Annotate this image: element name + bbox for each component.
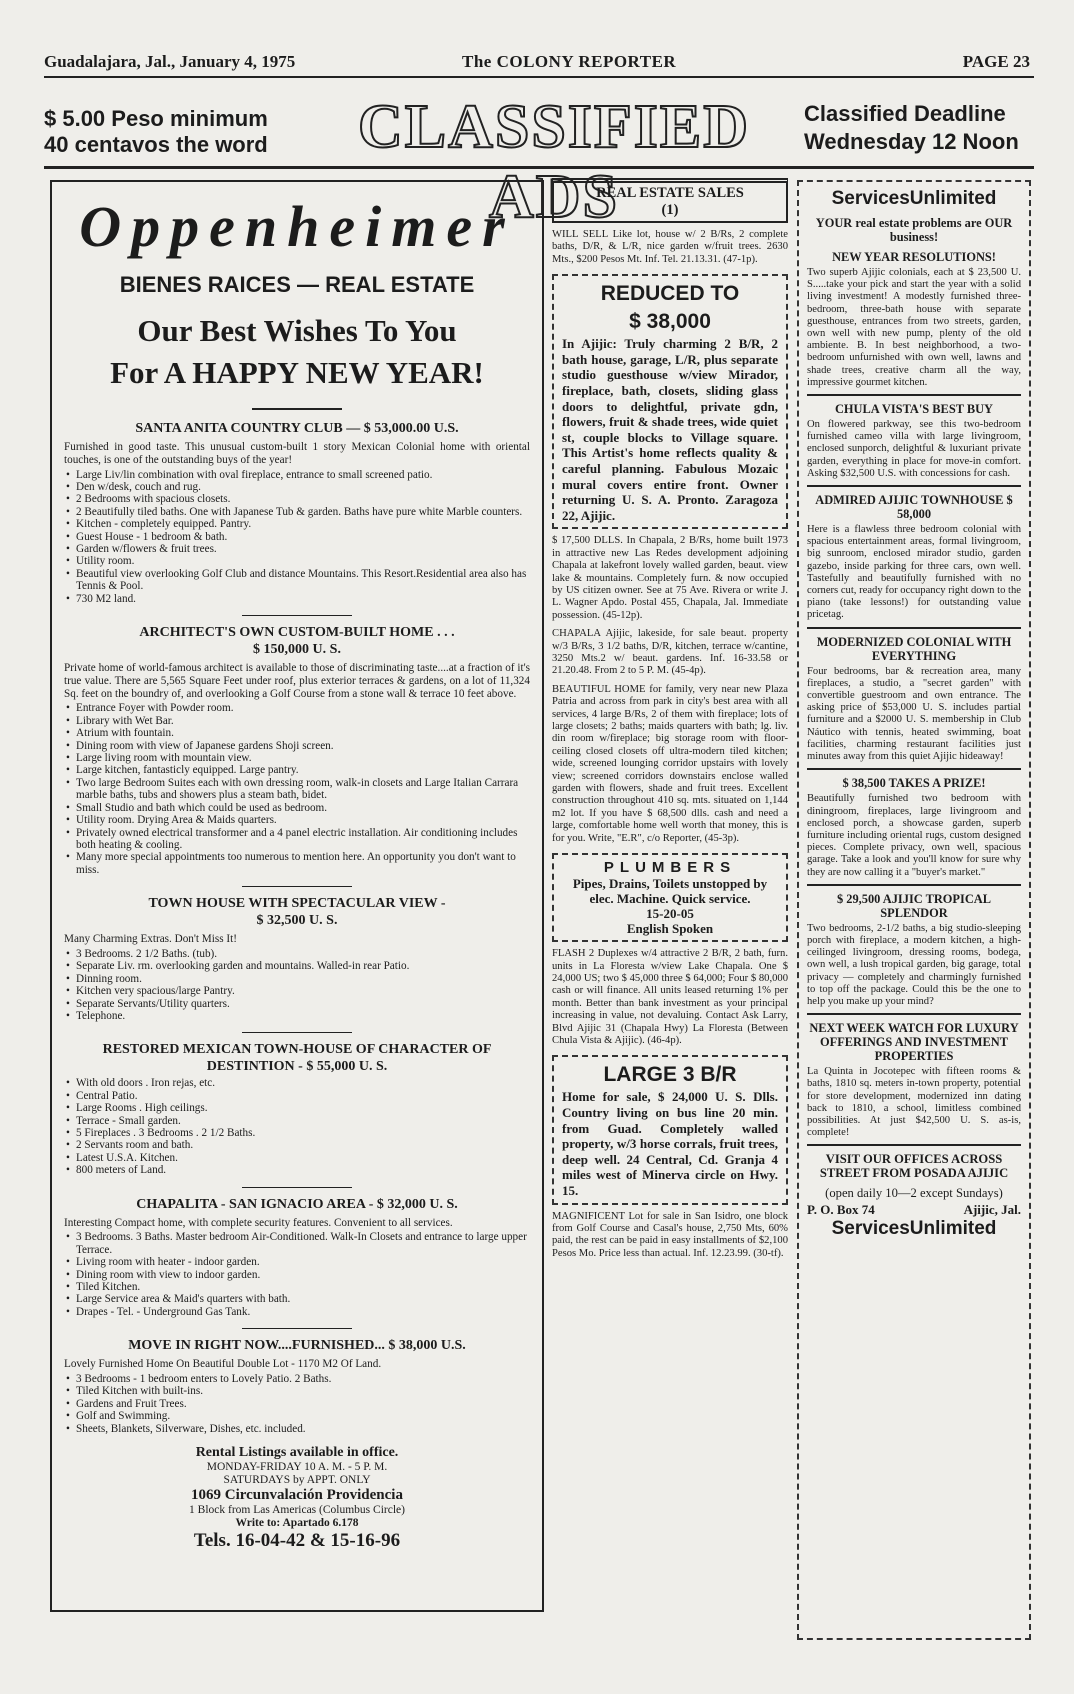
feature-item: • Small Studio and bath which could be used as bedroom. — [64, 802, 530, 814]
divider — [242, 1032, 352, 1033]
rate-info: $ 5.00 Peso minimum 40 centavos the word — [44, 106, 268, 157]
feature-item: • Den w/desk, couch and rug. — [64, 481, 530, 493]
feature-item: • Tiled Kitchen. — [64, 1281, 530, 1293]
listing-intro: Many Charming Extras. Don't Miss It! — [64, 933, 237, 946]
listing-heading: CHULA VISTA'S BEST BUY — [834, 402, 994, 417]
greeting: Our Best Wishes To You For A HAPPY NEW YEAR! — [110, 313, 484, 390]
feature-item: • Library with Wet Bar. — [64, 715, 530, 727]
feature-list — [64, 1077, 530, 1176]
listing — [64, 1328, 530, 1435]
feature-item: • Dining room with view to indoor garden. — [64, 1269, 530, 1281]
listing-heading: RESTORED MEXICAN TOWN-HOUSE OF CHARACTER OF DESTINTION - $ 55,000 U. S. — [102, 1042, 492, 1075]
divider — [807, 485, 1021, 487]
feature-item: • Drapes - Tel. - Underground Gas Tank. — [64, 1306, 530, 1318]
feature-item: • Large Rooms . High ceilings. — [64, 1102, 530, 1114]
feature-item: • 3 Bedrooms. 3 Baths. Master bedroom Air-Conditioned. Walk-In Closets and entrance to large upper Terrace. — [64, 1231, 530, 1256]
divider — [242, 1187, 352, 1188]
feature-item: • Separate Servants/Utility quarters. — [64, 998, 530, 1010]
feature-list — [64, 948, 530, 1022]
feature-item: • Central Patio. — [64, 1090, 530, 1102]
po-box: P. O. Box 74 Ajijic, Jal. — [807, 1202, 1021, 1218]
feature-item: • Telephone. — [64, 1010, 530, 1022]
feature-item: • 800 meters of Land. — [64, 1164, 530, 1176]
feature-list — [64, 1231, 530, 1318]
feature-item: • Sheets, Blankets, Silverware, Dishes, etc. included. — [64, 1423, 530, 1435]
listing-heading: TOWN HOUSE WITH SPECTACULAR VIEW - — [148, 896, 446, 912]
services-unlimited-ad — [797, 180, 1031, 1640]
ad-subtitle: BIENES RAICES — REAL ESTATE — [119, 272, 475, 297]
feature-item: • Large kitchen, fantasticly equipped. Large pantry. — [64, 764, 530, 776]
classified-ad: BEAUTIFUL HOME for family, very near new Plaza Patria and across from park in city's best area with all services, 4 large B/Rs, 2 of them with fireplace; lots of large closets; 2 baths; maids quarters with bath; lg. liv. din room w/fireplace; big storage room with floor-ceiling closed closets off ultra-modern tiled kitchen; wide, screened lounging corridor upstairs with lovely view; screened corridors downstairs enclose walled garden with flowers, shade and fruit trees. Excellent construction throughout 410 sq. mts. situated on 1,144 m2 lot. If you have $ 68,500 dlls. cash and need a large, comfortable home well worth that money, this is for you. Write, "E.R", c/o Reporter, (45-3p). — [552, 683, 788, 844]
feature-list — [64, 469, 530, 605]
feature-item: • Gardens and Fruit Trees. — [64, 1398, 530, 1410]
feature-item: • Latest U.S.A. Kitchen. — [64, 1152, 530, 1164]
page-header — [44, 48, 1030, 74]
ad-title: Oppenheimer — [79, 194, 515, 259]
phone-numbers: Tels. 16-04-42 & 15-16-96 — [193, 1530, 401, 1552]
listing-text: La Quinta in Jocotepec with fifteen rooms & baths, 1810 sq. meters in-town property, potential for store development, modernized inn dating back to 1810, a school, limitless combined possibilities. At just $42,500 U. S. as-is, complete! — [807, 1066, 1021, 1139]
feature-item: • 3 Bedrooms. 2 1/2 Baths. (tub). — [64, 948, 530, 960]
listing-heading: CHAPALITA - SAN IGNACIO AREA - $ 32,000 U. S. — [136, 1196, 458, 1212]
divider — [242, 615, 352, 616]
classified-ad: $ 17,500 DLLS. In Chapala, 2 B/Rs, home built 1973 in attractive new Las Redes development adjoining Chapala at lakefront lovely walled garden, beaut. view lake & mountains. Completely furn. & now occupied by US citizen owner. See at 75 Ave. Rivera or write J. L. Wagner Apdo. Postal 455, Chapala, Jal. Immediate possession. (45-12p). — [552, 535, 788, 621]
feature-item: • Two large Bedroom Suites each with own dressing room, walk-in closets and Large Italian Carrara marble baths, tubs and showers plus a steam bath, bidet. — [64, 777, 530, 802]
divider — [252, 408, 342, 410]
feature-item: • Golf and Swimming. — [64, 1410, 530, 1422]
feature-item: • 5 Fireplaces . 3 Bedrooms . 2 1/2 Baths. — [64, 1127, 530, 1139]
classified-ad: CHAPALA Ajijic, lakeside, for sale beaut. property w/3 B/Rs, 3 1/2 baths, D/R, kitchen, terrace w/cantine, 3250 Mts.2 w/ beaut. gardens. Inf. 16-33.58 or 21.20.48. From 2 to 5 P. M. (45-4p). — [552, 628, 788, 677]
feature-item: • 2 Bedrooms with spacious closets. — [64, 493, 530, 505]
feature-item: • Dining room with view of Japanese gardens Shoji screen. — [64, 740, 530, 752]
feature-item: • Privately owned electrical transformer and a 4 panel electric installation. Air conditioning includes both heating & cooling. — [64, 827, 530, 852]
feature-item: • 730 M2 land. — [64, 593, 530, 605]
listing-text: Two bedrooms, 2-1/2 baths, a big studio-sleeping porch with fireplace, a modern kitchen, a high-ceilinged livingroom, dressing rooms, bodega, own well, a lush tropical garden, big garage, total privacy — completely and charmingly furnished to top off the package. Could this be the one to help you make up your mind? — [807, 922, 1021, 1007]
listing-text: On flowered parkway, see this two-bedroom furnished cameo villa with large livingroom, enclosed sunporch, delightful & luxuriant private garden, everything in place for move-in comfort. Asking $32,500 U.S. with concessions for cash. — [807, 419, 1021, 479]
divider — [807, 1013, 1021, 1015]
listing — [64, 1187, 530, 1319]
listing-heading: ADMIRED AJIJIC TOWNHOUSE $ 58,000 — [815, 493, 1013, 522]
feature-item: • Terrace - Small garden. — [64, 1115, 530, 1127]
divider — [807, 884, 1021, 886]
feature-item: • Beautiful view overlooking Golf Club and distance Mountains. This Resort.Residential area also has Tennis & Pool. — [64, 568, 530, 593]
feature-item: • Entrance Foyer with Powder room. — [64, 702, 530, 714]
feature-item: • Utility room. Drying Area & Maids quarters. — [64, 814, 530, 826]
classified-ad: MAGNIFICENT Lot for sale in San Isidro, one block from Golf Course and Casal's house, 2,750 Mts, 60% paid, the rest can be paid in easy installments of $2,100 Pesos Mo. Price less than actual. Inf. 12.23.99. (30-tf). — [552, 1210, 788, 1259]
feature-item: • Large Liv/lin combination with oval fireplace, entrance to small screened patio. — [64, 469, 530, 481]
listing-intro: Lovely Furnished Home On Beautiful Double Lot - 1170 M2 Of Land. — [64, 1358, 382, 1371]
listing — [64, 420, 530, 605]
reduced-ad: REDUCED TO $ 38,000 In Ajijic: Truly charming 2 B/R, 2 bath house, garage, L/R, plus separate studio guesthouse w/view Mirador, fireplace, bath, closets, sliding glass doors to delightful, private gdn, flowers, fruit & shade trees, wide quiet st, couple blocks to Village square. This Artist's home reflects quality & careful planning. Fabulous Mozaic mural covers entire front. Owner returning U. S. A. Pronto. Zaragoza 22, Ajijic. — [552, 274, 788, 529]
feature-item: • Garden w/flowers & fruit trees. — [64, 543, 530, 555]
real-estate-sales-column — [552, 178, 788, 1260]
feature-item: • 2 Beautifully tiled baths. One with Japanese Tub & garden. Baths have pure white Marble counters. — [64, 506, 530, 518]
paper-name: The COLONY REPORTER — [462, 52, 677, 71]
listing — [64, 615, 530, 876]
divider — [807, 1144, 1021, 1146]
listing-text: Here is a flawless three bedroom colonial with spacious entertainment areas, formal livingroom, big sunroom, enclosed mirador studio, garden gazebo, inside parking for three cars, own well. Tastefully and beautifully furnished with no corners cut, ready for occupancy right down to the piano (take lessons!) for outstanding value pricetag. — [807, 524, 1021, 621]
divider — [807, 394, 1021, 396]
listing-heading: ARCHITECT'S OWN CUSTOM-BUILT HOME . . . — [139, 625, 455, 641]
listing-heading: MOVE IN RIGHT NOW....FURNISHED... $ 38,000 U.S. — [128, 1338, 466, 1354]
listing-heading: $ 38,500 TAKES A PRIZE! — [842, 776, 986, 791]
feature-item: • Large Service area & Maid's quarters with bath. — [64, 1293, 530, 1305]
section-title: CLASSIFIED ADS — [357, 93, 751, 231]
listing-heading: MODERNIZED COLONIAL WITH EVERYTHING — [816, 634, 1012, 663]
tagline: YOUR real estate problems are OUR business! — [815, 216, 1013, 244]
listings — [64, 420, 530, 1435]
brand-name: ServicesUnlimited — [831, 188, 997, 209]
listing-intro: Interesting Compact home, with complete security features. Convenient to all services. — [64, 1216, 453, 1229]
feature-item: • Large living room with mountain view. — [64, 752, 530, 764]
divider — [242, 886, 352, 887]
masthead-rule — [44, 166, 1034, 169]
large-3br-ad: LARGE 3 B/R Home for sale, $ 24,000 U. S. Dlls. Country living on bus line 20 min. from Guad. Completely walled property, w/3 horse corrals, fruit trees, deep well. 24 Central, Cd. Granja 4 miles west of Minerva circle on Hwy. 15. — [552, 1055, 788, 1204]
divider — [242, 1328, 352, 1329]
listing-text: Two superb Ajijic colonials, each at $ 23,500 U. S.....take your pick and start the year with a solid living investment! A modestly furnished three-bedroom, three-bath house with separate guesthouse, entrances from two streets, garden, own well with new pump, plenty of the old ambiente. B. In best neighborhood, a two-bedroom unfurnished with own well, lawns and shade trees, creative charm all the way, impressive gourmet kitchen. — [807, 267, 1021, 388]
feature-item: • Kitchen - completely equipped. Pantry. — [64, 518, 530, 530]
feature-item: • Dinning room. — [64, 973, 530, 985]
listing — [64, 886, 530, 1022]
listing-intro: Furnished in good taste. This unusual custom-built 1 story Mexican Colonial home with oriental touches, is one of the outstanding buys of the year! — [64, 441, 530, 466]
listing-text: Four bedrooms, bar & recreation area, many fireplaces, a studio, a "secret garden" with convertible guestroom and own entrance. The asking price of $53,000 U. S. includes partial furniture and a $2000 U. S. membership in Club Náutico with tennis, heated swimming, boat facilities, charming restaurant facilities just minutes away from this quiet Ajijic hideaway! — [807, 665, 1021, 763]
page-number: PAGE 23 — [962, 52, 1030, 71]
header-rule — [44, 76, 1034, 78]
feature-item: • Kitchen very spacious/large Pantry. — [64, 985, 530, 997]
feature-item: • Living room with heater - indoor garden. — [64, 1256, 530, 1268]
plumbers-ad: PLUMBERS Pipes, Drains, Toilets unstopped by elec. Machine. Quick service. 15-20-05 English Spoken — [552, 853, 788, 942]
brand-name: ServicesUnlimited — [831, 1218, 997, 1240]
section-heading: REAL ESTATE SALES (1) — [552, 178, 788, 223]
listing-text: Beautifully furnished two bedroom with diningroom, fireplaces, large livingroom and enclosed porch, a showcase garden, superb furniture including oriental rugs, custom designed pieces. Complete privacy, own well, spacious garage. Take a look and you'll know for sure why they are now calling it a "buyer's market." — [807, 793, 1021, 878]
divider — [807, 768, 1021, 770]
feature-item: • Guest House - 1 bedroom & bath. — [64, 531, 530, 543]
listing-price: $ 150,000 U. S. — [253, 642, 341, 658]
feature-item: • 2 Servants room and bath. — [64, 1139, 530, 1151]
feature-item: • 3 Bedrooms - 1 bedroom enters to Lovely Patio. 2 Baths. — [64, 1373, 530, 1385]
rental-info: Rental Listings available in office. MONDAY-FRIDAY 10 A. M. - 5 P. M. SATURDAYS by APPT. ONLY 1069 Circunvalación Providencia 1 Block from Las Americas (Columbus Circle) Write to: Apartado 6.178 Tels. 16-04-42 & 15-16-96 — [64, 1445, 530, 1552]
feature-item: • Atrium with fountain. — [64, 727, 530, 739]
office-info: VISIT OUR OFFICES ACROSS STREET FROM POSADA AJIJIC — [819, 1152, 1009, 1181]
listing-heading: $ 29,500 AJIJIC TROPICAL SPLENDOR — [837, 891, 991, 920]
feature-item: • Separate Liv. rm. overlooking garden and mountains. Walled-in rear Patio. — [64, 960, 530, 972]
classified-ad: FLASH 2 Duplexes w/4 attractive 2 B/R, 2 bath, furn. units in La Floresta w/view Lake Chapala. One $ 24,000 US; two $ 45,000 three $ 64,000; Four $ 80,000 cash or will finance. All units leased returning 1% per month. Better than bank investment as your principal increasing in value, not devaluing. Contact Ask Larry, Blvd Ajijic 31 (Chapala Hwy) La Floresta (Between Chula Vista & Ajijic). (46-4p). — [552, 948, 788, 1046]
listing-heading: NEXT WEEK WATCH FOR LUXURY OFFERINGS AND INVESTMENT PROPERTIES — [809, 1021, 1019, 1064]
feature-list — [64, 702, 530, 876]
feature-list — [64, 1373, 530, 1435]
feature-item: • With old doors . Iron rejas, etc. — [64, 1077, 530, 1089]
dateline: Guadalajara, Jal., January 4, 1975 — [44, 52, 296, 71]
listing-heading: SANTA ANITA COUNTRY CLUB — $ 53,000.00 U.S. — [135, 421, 459, 436]
feature-item: • Utility room. — [64, 555, 530, 567]
divider — [807, 627, 1021, 629]
deadline-info: Classified Deadline Wednesday 12 Noon — [804, 101, 1019, 154]
feature-item: • Many more special appointments too numerous to mention here. An opportunity you don't want to miss. — [64, 851, 530, 876]
office-hours: (open daily 10—2 except Sundays) — [825, 1186, 1003, 1201]
listing-price: $ 32,500 U. S. — [256, 913, 338, 929]
listing-heading: NEW YEAR RESOLUTIONS! — [832, 250, 996, 264]
listing-intro: Private home of world-famous architect is available to those of discriminating taste....at a fraction of it's true value. There are 5,565 Square Feet under roof, plus exterior terraces & gardens, on a lot of 11,324 Sq. feet on the boundry of, and overlooking a Golf Course from a stone wall & terrace 10 feet above. — [64, 662, 530, 700]
feature-item: • Tiled Kitchen with built-ins. — [64, 1385, 530, 1397]
listing — [64, 1032, 530, 1176]
classified-ad: WILL SELL Like lot, house w/ 2 B/Rs, 2 complete baths, D/R, & L/R, nice garden w/fruit trees. 2630 Mts., $200 Pesos Mt. Inf. Tel. 21.13.31. (47-1p). — [552, 229, 788, 265]
oppenheimer-ad — [50, 180, 544, 1612]
